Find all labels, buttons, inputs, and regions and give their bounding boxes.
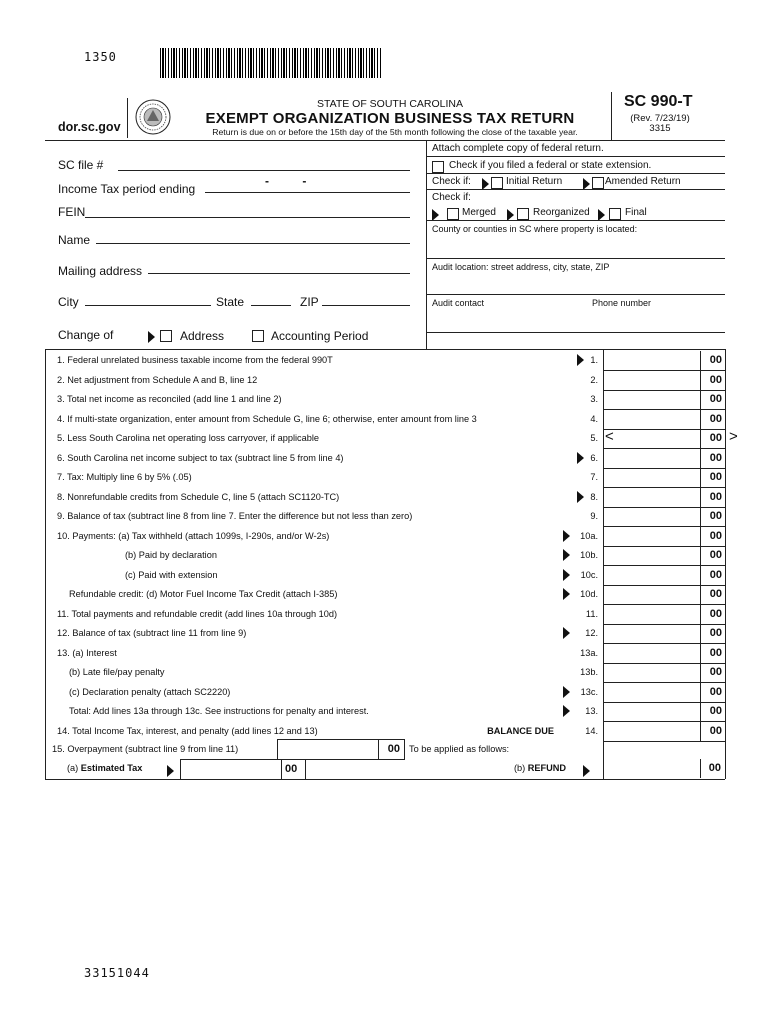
tax-line-cents: 00 [709,510,722,522]
amended-return-checkbox[interactable] [592,175,604,193]
tax-line-amount-input[interactable] [603,371,726,391]
city-input[interactable] [85,305,211,306]
tax-line-amount-input[interactable] [603,488,726,508]
estimated-tax-cents: 00 [285,763,298,775]
arrow-icon [563,588,570,600]
tax-line-amount-input[interactable] [603,624,726,644]
tax-line-amount-input[interactable] [603,410,726,430]
accounting-label: Accounting Period [271,329,369,343]
arrow-icon [563,705,570,717]
barcode [160,48,382,78]
address-label: Address [180,329,225,343]
tax-line-text: 8. Nonrefundable credits from Schedule C, line 5 (attach SC1120-TC) [57,492,340,502]
tax-line-amount-input[interactable] [603,351,726,371]
tax-line-text: 4. If multi-state organization, enter amount from Schedule G, line 6; otherwise, enter amount from line 3 [57,414,477,424]
arrow-icon [583,175,590,193]
name-label: Name [58,233,91,247]
arrow-icon [563,530,570,542]
tax-line-cents: 00 [709,530,722,542]
tax-line-text: (c) Paid with extension [125,570,218,580]
tax-line-number: 9. [590,511,598,521]
tax-line-cents: 00 [709,705,722,717]
line5-open-bracket: < [605,428,614,445]
line5-close-bracket: > [729,428,738,445]
arrow-icon [577,354,584,366]
tax-line-row [57,566,602,585]
tax-line-cents: 00 [709,725,722,737]
tax-line-cents: 00 [709,452,722,464]
period-label: Income Tax period ending [58,182,196,196]
tax-line-text: 1. Federal unrelated business taxable income from the federal 990T [57,355,333,365]
name-input[interactable] [96,243,410,244]
tax-line-number: 10a. [580,531,598,541]
tax-line-row [57,371,602,390]
county-input[interactable] [426,258,725,259]
tax-line-amount-input[interactable] [603,722,726,742]
tax-line-row [57,429,602,448]
refund-amount[interactable] [603,759,725,778]
audit-location-label: Audit location: street address, city, state, ZIP [432,262,610,272]
mailing-label: Mailing address [58,264,143,278]
tax-line-cents: 00 [709,686,722,698]
tax-line-row [57,546,602,565]
amended-return-label: Amended Return [605,176,681,187]
initial-return-checkbox[interactable] [491,175,503,193]
reorganized-checkbox[interactable] [517,206,529,224]
tax-line-amount-input[interactable] [603,663,726,683]
form-number: 3315 [649,123,671,134]
final-label: Final [625,207,647,218]
arrow-icon [482,175,489,193]
arrow-icon [148,328,155,346]
tax-line-number: 11. [585,609,598,619]
audit-location-input[interactable] [426,294,725,295]
tax-line-number: 14. [585,726,598,736]
arrow-icon [563,549,570,561]
arrow-icon [563,569,570,581]
tax-line-row [57,663,602,682]
tax-line-text: 11. Total payments and refundable credit (add lines 10a through 10d) [57,609,338,619]
mailing-input[interactable] [148,273,410,274]
tax-line-row [57,683,602,702]
tax-line-cents: 00 [709,471,722,483]
attach-note: Attach complete copy of federal return. [432,143,604,154]
zip-label: ZIP [300,295,319,309]
tax-line-amount-input[interactable] [603,390,726,410]
tax-line-row [57,449,602,468]
applied-label: To be applied as follows: [409,744,510,754]
arrow-icon [598,206,605,224]
tax-line-amount-input[interactable] [603,702,726,722]
tax-line-text: Total: Add lines 13a through 13c. See instructions for penalty and interest. [69,706,369,716]
tax-line-number: 13c. [580,687,598,697]
tax-line-number: 3. [590,394,598,404]
county-label: County or counties in SC where property is located: [432,224,638,234]
extension-checkbox[interactable] [432,159,444,177]
tax-line-number: 13a. [580,648,598,658]
tax-line-text: 3. Total net income as reconciled (add line 1 and line 2) [57,394,282,404]
tax-line-number: 10d. [580,589,598,599]
tax-line-row [57,527,602,546]
state-label: State [216,295,245,309]
estimated-tax-label: (a) Estimated Tax [67,763,143,773]
tax-line-cents: 00 [709,413,722,425]
tax-line-text: 7. Tax: Multiply line 6 by 5% (.05) [57,472,192,482]
tax-line-cents: 00 [709,393,722,405]
initial-return-label: Initial Return [506,176,563,187]
form-revision: (Rev. 7/23/19) [630,113,690,124]
arrow-icon [577,452,584,464]
period-input[interactable] [205,192,410,193]
tax-line-amount-input[interactable] [603,683,726,703]
arrow-icon [432,206,439,224]
sc-file-label: SC file # [58,158,104,172]
refund-cents: 00 [708,762,721,774]
arrow-icon [563,627,570,639]
tax-line-amount-input[interactable] [603,449,726,469]
tax-line-number: 1. [590,355,598,365]
tax-line-text: 14. Total Income Tax, interest, and penalty (add lines 12 and 13) [57,726,318,736]
period-dashes: - - [265,174,307,188]
audit-contact-input[interactable] [426,332,725,333]
tax-line-amount-input[interactable] [603,429,726,449]
arrow-icon [563,686,570,698]
reorganized-label: Reorganized [533,207,590,218]
tax-line-amount-input[interactable] [603,527,726,547]
tax-line-row [57,390,602,409]
check-if-label-2: Check if: [432,192,471,203]
website[interactable]: dor.sc.gov [58,120,121,134]
arrow-icon [167,762,174,780]
extension-label: Check if you filed a federal or state extension. [449,160,652,171]
tax-line-amount-input[interactable] [603,546,726,566]
tax-line-number: 13b. [580,667,598,677]
tax-line-row [57,702,602,721]
tax-line-cents: 00 [709,666,722,678]
tax-line-cents: 00 [709,627,722,639]
tax-line-row [57,585,602,604]
tax-line-text: (b) Paid by declaration [125,550,217,560]
tax-line-cents: 00 [709,588,722,600]
tax-line-text: 13. (a) Interest [57,648,117,658]
tax-line-text: 9. Balance of tax (subtract line 8 from line 7. Enter the difference but not less than zero) [57,511,413,521]
tax-line-text: Refundable credit: (d) Motor Fuel Income Tax Credit (attach I-385) [69,589,338,599]
fein-label: FEIN [58,205,86,219]
form-title: EXEMPT ORGANIZATION BUSINESS TAX RETURN [205,110,575,127]
overpayment-label: 15. Overpayment (subtract line 9 from line 11) [52,744,239,754]
tax-line-amount-input[interactable] [603,605,726,625]
tax-line-amount-input[interactable] [603,468,726,488]
tax-line-amount-input[interactable] [603,566,726,586]
tax-line-text: (b) Late file/pay penalty [69,667,165,677]
state-seal-icon [135,99,171,135]
state-input[interactable] [251,305,291,306]
zip-input[interactable] [322,305,410,306]
tax-line-amount-input[interactable] [603,585,726,605]
tax-line-row [57,507,602,526]
tax-line-text: 6. South Carolina net income subject to tax (subtract line 5 from line 4) [57,453,344,463]
overpayment-cents: 00 [387,743,400,755]
tax-line-number: 6. [590,453,598,463]
tax-line-number: 10b. [580,550,598,560]
refund-label: (b) REFUND [514,763,567,773]
fein-input[interactable] [85,217,410,218]
tax-line-cents: 00 [709,569,722,581]
phone-label: Phone number [592,298,652,308]
final-checkbox[interactable] [609,206,621,224]
city-label: City [58,295,79,309]
tax-line-number: 2. [590,375,598,385]
estimated-tax-amount[interactable] [180,759,306,779]
tax-line-row [57,605,602,624]
tax-line-row [57,624,602,643]
tax-line-text: 10. Payments: (a) Tax withheld (attach 1099s, I-290s, and/or W-2s) [57,531,330,541]
address-checkbox[interactable] [160,328,172,346]
tax-line-cents: 00 [709,549,722,561]
tax-line-cents: 00 [709,374,722,386]
tax-line-cents: 00 [709,354,722,366]
tax-line-row [57,351,602,370]
tax-line-cents: 00 [709,491,722,503]
tax-line-row [57,468,602,487]
tax-line-cents: 00 [709,647,722,659]
accounting-checkbox[interactable] [252,328,264,346]
form-id: SC 990-T [624,93,693,110]
check-if-label-1: Check if: [432,176,471,187]
tax-line-number: 5. [590,433,598,443]
tax-line-row [57,488,602,507]
tax-line-number: 8. [590,492,598,502]
tax-line-number: 12. [585,628,598,638]
top-form-code: 1350 [84,50,117,64]
change-of-label: Change of [58,328,114,342]
arrow-icon [583,762,590,780]
merged-label: Merged [462,207,496,218]
state-heading: STATE OF SOUTH CAROLINA [316,98,464,110]
tax-line-row [57,644,602,663]
tax-line-text: 12. Balance of tax (subtract line 11 from line 9) [57,628,247,638]
overpayment-amount[interactable] [277,739,405,760]
tax-line-text: 5. Less South Carolina net operating loss carryover, if applicable [57,433,319,443]
merged-checkbox[interactable] [447,206,459,224]
tax-line-row [57,410,602,429]
tax-line-number: 7. [590,472,598,482]
due-note: Return is due on or before the 15th day of the 5th month following the close of the taxable year. [212,127,578,137]
bottom-form-code: 33151044 [84,966,150,980]
sc-file-input[interactable] [118,170,410,171]
tax-line-amount-input[interactable] [603,644,726,664]
tax-line-cents: 00 [709,608,722,620]
balance-due-label: BALANCE DUE [487,726,554,736]
tax-line-number: 13. [585,706,598,716]
tax-line-number: 4. [590,414,598,424]
tax-line-number: 10c. [580,570,598,580]
tax-line-text: 2. Net adjustment from Schedule A and B, line 12 [57,375,258,385]
tax-line-cents: 00 [709,432,722,444]
tax-line-text: (c) Declaration penalty (attach SC2220) [69,687,231,697]
audit-contact-label: Audit contact [432,298,485,308]
arrow-icon [577,491,584,503]
arrow-icon [507,206,514,224]
tax-line-amount-input[interactable] [603,507,726,527]
